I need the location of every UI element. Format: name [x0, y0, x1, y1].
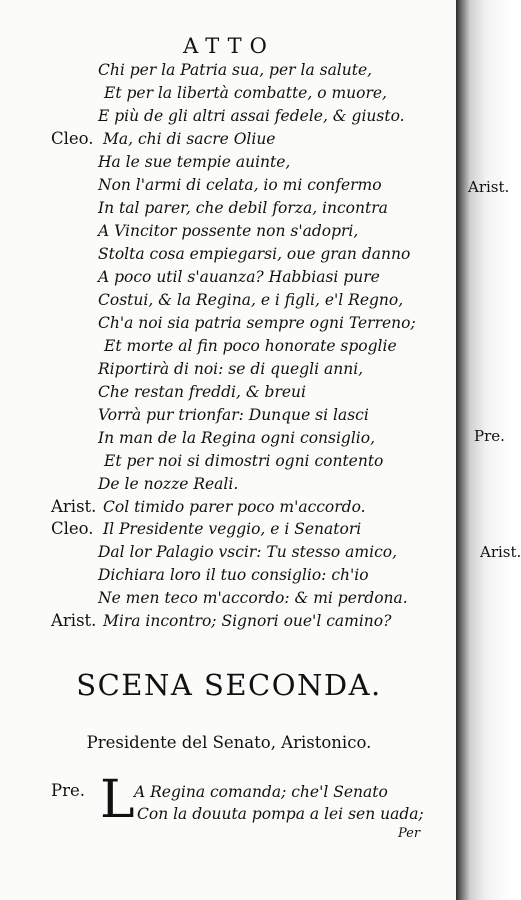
- verse-line: Il Presidente veggio, e i Senatori: [103, 520, 362, 538]
- speaker-label: Arist.: [51, 611, 97, 630]
- verse-line: Et per la libertà combatte, o muore,: [104, 84, 387, 102]
- verse-line: Et morte al fin poco honorate spoglie: [104, 337, 397, 355]
- verse-line: Dichiara loro il tuo consiglio: ch'io: [98, 566, 369, 584]
- verse-line: Ha le sue tempie auinte,: [98, 153, 291, 171]
- verse-line: In man de la Regina ogni consiglio,: [98, 429, 376, 447]
- verse-line: Ma, chi di sacre Oliue: [103, 130, 276, 148]
- scene-title: SCENA SECONDA.: [76, 668, 382, 702]
- catchword: Per: [398, 826, 421, 841]
- drop-cap: L: [100, 770, 135, 830]
- verse-line: Mira incontro; Signori oue'l camino?: [103, 612, 392, 630]
- verse-line: Ne men teco m'accordo: & mi perdona.: [98, 589, 408, 607]
- verse-line: A Regina comanda; che'l Senato: [134, 783, 388, 801]
- verse-line: Costui, & la Regina, e i figli, e'l Regno,: [98, 291, 404, 309]
- verse-line: E più de gli altri assai fedele, & giusto.: [98, 107, 405, 125]
- verse-line: Stolta cosa empiegarsi, oue gran danno: [98, 245, 411, 263]
- verse-line: Ch'a noi sia patria sempre ogni Terreno;: [98, 314, 416, 332]
- book-gutter: [456, 0, 510, 900]
- verse-line: A poco util s'auanza? Habbiasi pure: [98, 268, 380, 286]
- verse-line: De le nozze Reali.: [98, 475, 239, 493]
- facing-page-speaker: Pre.: [474, 427, 505, 445]
- speaker-label: Pre.: [51, 781, 85, 800]
- verse-line: Col timido parer poco m'accordo.: [103, 498, 366, 516]
- verse-line: Che restan freddi, & breui: [98, 383, 307, 401]
- verse-line: Riportirà di noi: se di quegli anni,: [98, 360, 364, 378]
- verse-line: Vorrà pur trionfar: Dunque si lasci: [98, 406, 369, 424]
- verse-line: Chi per la Patria sua, per la salute,: [98, 61, 373, 79]
- verse-line: A Vincitor possente non s'adopri,: [98, 222, 359, 240]
- speaker-label: Arist.: [51, 497, 97, 516]
- facing-page-speaker: Arist.: [468, 178, 510, 196]
- verse-line: Et per noi si dimostri ogni contento: [104, 452, 384, 470]
- speaker-label: Cleo.: [51, 129, 94, 148]
- facing-page-speaker: Arist.: [480, 543, 521, 561]
- verse-line: Con la douuta pompa a lei sen uada;: [137, 805, 424, 823]
- running-header: ATTO: [183, 34, 275, 58]
- verse-line: Non l'armi di celata, io mi confermo: [98, 176, 382, 194]
- verse-line: In tal parer, che debil forza, incontra: [98, 199, 388, 217]
- speaker-label: Cleo.: [51, 519, 94, 538]
- verse-line: Dal lor Palagio vscir: Tu stesso amico,: [98, 543, 398, 561]
- scene-characters: Presidente del Senato, Aristonico.: [86, 733, 372, 752]
